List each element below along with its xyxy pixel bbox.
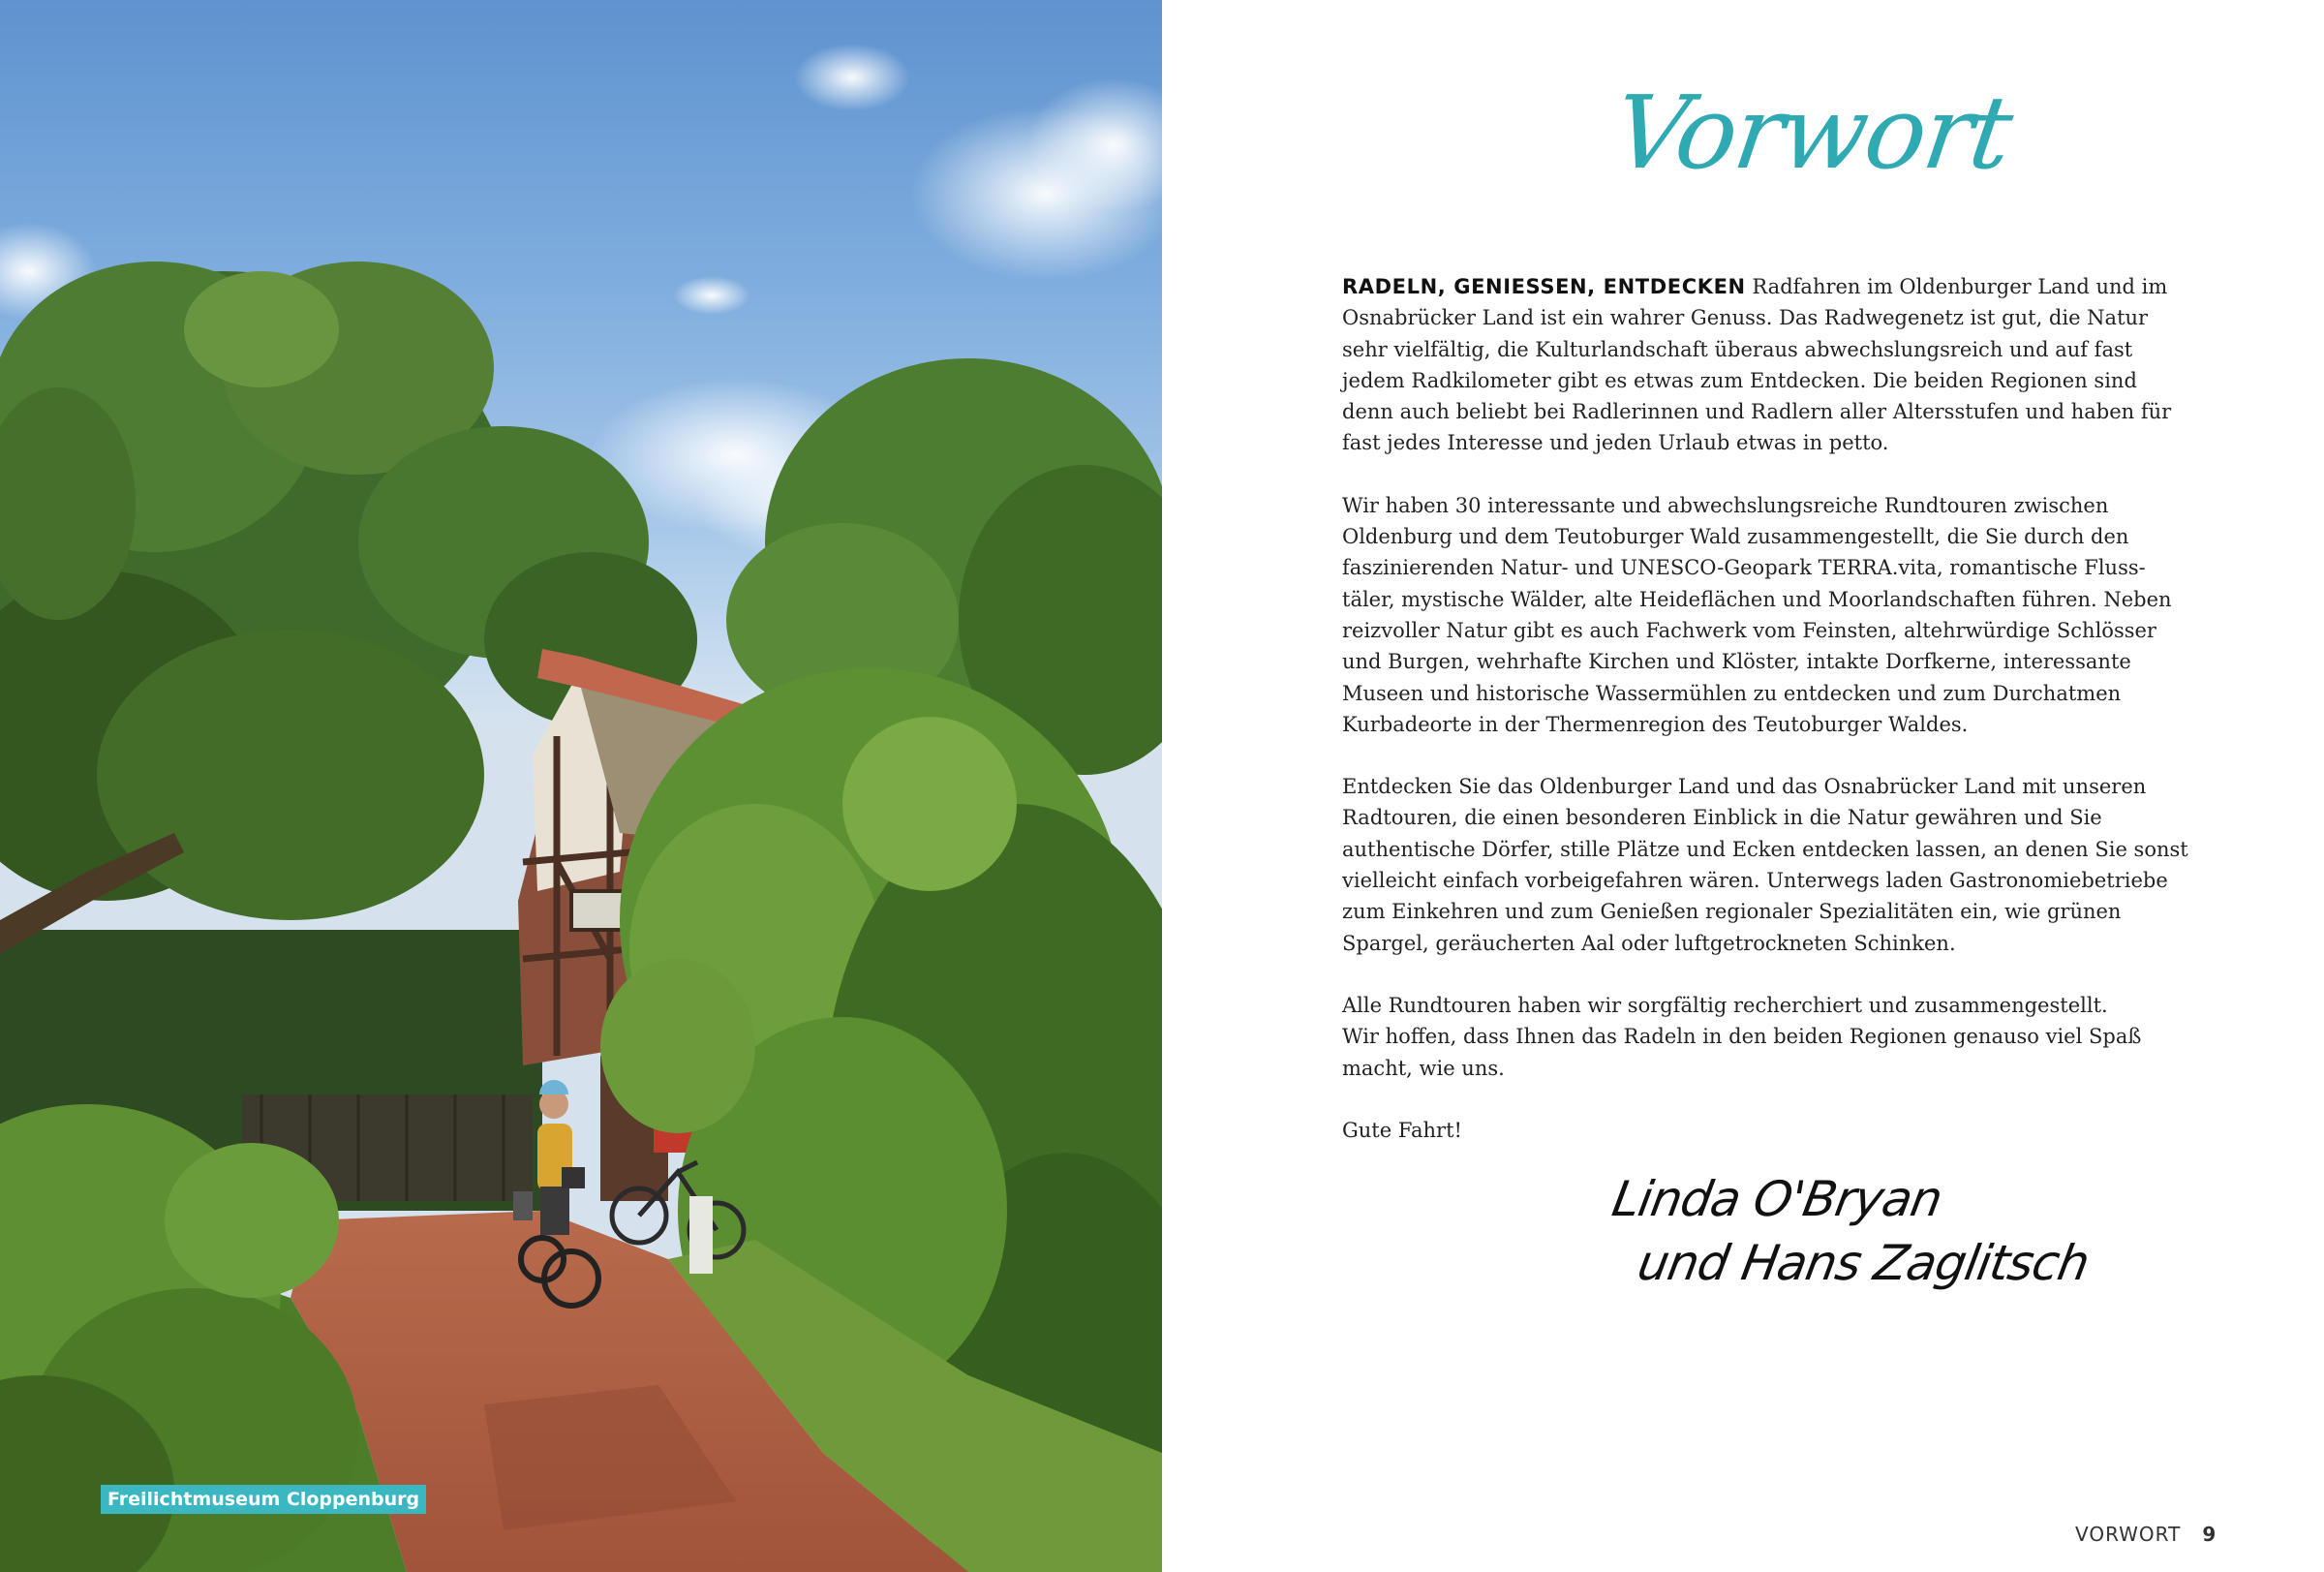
- text-line: fast jedes Interesse und jeden Urlaub etwas in petto.: [1342, 431, 1889, 455]
- text-line: Spargel, geräucherten Aal oder luftgetrockneten Schinken.: [1342, 931, 1956, 955]
- text-line: Wir haben 30 interessante und abwechslungsreiche Rundtouren zwischen: [1342, 493, 2109, 517]
- text-line: jedem Radkilometer gibt es etwas zum Entdecken. Die beiden Regionen sind: [1342, 368, 2137, 392]
- paragraph-4: [1342, 990, 2154, 1084]
- text-line: reizvoller Natur gibt es auch Fachwerk vom Feinsten, altehrwürdige Schlösser: [1342, 618, 2156, 642]
- text-line: Museen und historische Wassermühlen zu entdecken und zum Durchatmen: [1342, 681, 2122, 705]
- text-line: Radtouren, die einen besonderen Einblick in die Natur gewähren und Sie: [1342, 806, 2102, 830]
- lead-heading: RADELN, GENIESSEN, ENTDECKEN: [1342, 275, 1746, 298]
- photo-caption: Freilichtmuseum Cloppenburg: [101, 1485, 426, 1514]
- text-line: Gute Fahrt!: [1342, 1118, 1462, 1142]
- text-line: und Burgen, wehrhafte Kirchen und Klöster, intakte Dorfkerne, interessante: [1342, 650, 2131, 674]
- text-line: Alle Rundtouren haben wir sorgfältig recherchiert und zusammengestellt.: [1342, 993, 2108, 1017]
- text-line: vielleicht einfach vorbeigefahren wären. Unterwegs laden Gastronomiebetriebe: [1342, 869, 2168, 893]
- signature-line-1: Linda O'Bryan: [1607, 1171, 1946, 1227]
- page-footer: [2075, 1523, 2217, 1546]
- page-title: Vorwort: [1606, 74, 2018, 192]
- text-line: Osnabrücker Land ist ein wahrer Genuss. Das Radwegenetz ist gut, die Natur: [1342, 306, 2149, 330]
- text-line: macht, wie uns.: [1342, 1056, 1505, 1080]
- author-signature: [1596, 1167, 2104, 1295]
- text-line: Wir hoffen, dass Ihnen das Radeln in den beiden Regionen genauso viel Spaß: [1342, 1025, 2142, 1049]
- text-line: sehr vielfältig, die Kulturlandschaft überaus abwechslungsreich und auf fast: [1342, 337, 2133, 361]
- text-line: zum Einkehren und zum Genießen regionaler Spezialitäten ein, wie grünen: [1342, 900, 2122, 924]
- text-line: Oldenburg und dem Teutoburger Wald zusammengestellt, die Sie durch den: [1342, 525, 2129, 549]
- text-line: Entdecken Sie das Oldenburger Land und das Osnabrücker Land mit unseren: [1342, 775, 2147, 799]
- text-line: täler, mystische Wälder, alte Heideflächen und Moorlandschaften führen. Neben: [1342, 587, 2172, 611]
- footer-section: VORWORT: [2075, 1523, 2182, 1546]
- page-number: 9: [2202, 1523, 2217, 1546]
- text-line: denn auch beliebt bei Radlerinnen und Radlern aller Altersstufen und haben für: [1342, 400, 2172, 424]
- text-line: Radfahren im Oldenburger Land und im: [1752, 275, 2168, 298]
- signature-line-2: und Hans Zaglitsch: [1634, 1235, 2094, 1291]
- paragraph-3: [1342, 771, 2188, 959]
- foreword-body: [1342, 271, 2188, 1177]
- text-line: authentische Dörfer, stille Plätze und Ecken entdecken lassen, an denen Sie sonst: [1342, 837, 2188, 861]
- text-line: Kurbadeorte in der Thermenregion des Teutoburger Waldes.: [1342, 712, 1969, 736]
- paragraph-2: [1342, 490, 2172, 740]
- text-line: faszinierenden Natur- und UNESCO-Geopark TERRA.vita, romantische Fluss-: [1342, 556, 2146, 580]
- paragraph-1: [1342, 271, 2172, 459]
- closing-line: [1342, 1115, 2154, 1146]
